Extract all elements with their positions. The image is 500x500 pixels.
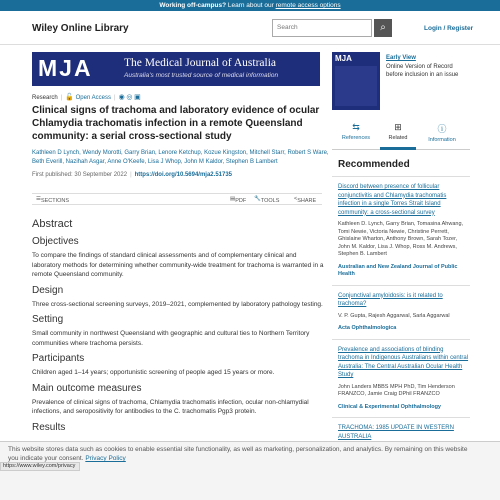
abstract-section <box>32 218 327 437</box>
doi-link[interactable]: https://doi.org/10.5694/mja2.51735 <box>134 172 232 178</box>
journal-cover[interactable] <box>332 52 380 110</box>
publication-date: First published: 30 September 2022 <box>32 172 128 178</box>
abstract-heading: Abstract <box>32 218 73 230</box>
remote-access-link[interactable]: remote access options <box>275 2 341 9</box>
outcome-text: Prevalence of clinical signs of trachoma, Chlamydia trachomatis infection, ocular non-chlamydial infections, and seropositivity for antibodies to the C. trachomatis Pgp3 protein. <box>32 398 309 415</box>
early-view-line2: before inclusion in an issue <box>386 72 459 78</box>
publication-info: First published: 30 September 2022 | https://doi.org/10.5694/mja2.51735 <box>32 172 232 178</box>
participants-text: Children aged 1–14 years; opportunistic screening of people aged 15 years or more. <box>32 369 275 376</box>
tools-label: TOOLS <box>260 198 280 204</box>
recommended-authors: John Landers MBBS MPH PhD, Tim Henderson FRANZCO, Jamie Craig DPhil FRANZCO <box>338 383 455 397</box>
metrics-icon[interactable]: ▣ <box>134 94 141 101</box>
open-access-label: Open Access <box>75 95 111 101</box>
journal-title: The Medical Journal of Australia <box>124 57 277 69</box>
recommended-title[interactable]: Prevalence and associations of blinding trachoma in Indigenous Australians within central Australia: The Central Australian Ocular Health Study <box>338 346 469 378</box>
site-header <box>0 11 500 45</box>
tab-references-label: References <box>341 135 371 141</box>
recommended-journal[interactable]: Australian and New Zealand Journal of Public Health <box>338 263 458 277</box>
article-type: Research <box>32 95 58 101</box>
recommended-journal[interactable]: Clinical & Experimental Ophthalmology <box>338 403 441 410</box>
objectives-heading: Objectives <box>32 236 79 247</box>
open-access-icon: 🔓 <box>65 94 74 101</box>
tab-related-label: Related <box>388 135 408 141</box>
search-icon: ⌕ <box>380 22 386 33</box>
citations-icon[interactable]: ◎ <box>126 94 133 101</box>
recommended-title[interactable]: Discord between presence of follicular conjunctivitis and Chlamydia trachomatis infection in a single Torres Strait Island community: a cross-sectional survey <box>338 184 447 216</box>
article-toolbar <box>32 193 322 205</box>
cookie-text <box>8 445 478 463</box>
share-button[interactable]: < SHARE <box>294 196 317 204</box>
cover-image <box>335 66 377 106</box>
information-icon: ⓘ <box>437 124 447 134</box>
banner-text: Learn about our <box>226 2 276 9</box>
outcome-heading: Main outcome measures <box>32 382 142 394</box>
share-label: SHARE <box>297 198 317 204</box>
search-input[interactable]: Search <box>272 19 372 37</box>
recommended-item[interactable] <box>332 176 470 285</box>
tab-information[interactable] <box>422 122 462 143</box>
results-heading: Results <box>32 421 66 433</box>
article-meta: Research | 🔓 Open Access | ◉ ◎ ▣ <box>32 94 141 101</box>
cookie-message: This website stores data such as cookies to enable essential site functionality, as well as marketing, personalization, and analytics. By remaining on this website you indicate your consent. <box>8 446 468 462</box>
recommended-heading: Recommended <box>338 159 410 170</box>
tools-button[interactable]: 🔧 TOOLS <box>254 196 280 204</box>
active-tab-indicator <box>380 147 416 150</box>
participants-heading: Participants <box>32 353 85 364</box>
sidebar-tabs <box>332 118 470 150</box>
pdf-button[interactable]: ▤ PDF <box>230 196 247 204</box>
recommended-authors: V. P. Gupta, Rajesh Aggarwal, Sarla Aggarwal <box>338 312 450 319</box>
tab-related[interactable] <box>378 122 418 141</box>
journal-tagline: Australia's most trusted source of medical information <box>124 72 279 79</box>
recommended-item[interactable] <box>332 339 470 418</box>
right-sidebar <box>332 118 470 447</box>
recommended-journal[interactable]: Acta Ophthalmologica <box>338 325 397 331</box>
site-logo[interactable]: Wiley Online Library <box>32 23 129 34</box>
article-title: Clinical signs of trachoma and laboratory evidence of ocular Chlamydia trachomatis infection in a remote Queensland community: a serial cross-sectional study <box>32 105 320 142</box>
setting-text: Small community in northwest Queensland with geographic and cultural ties to Northern Territory communities where trachoma persists. <box>32 330 310 347</box>
recommended-title[interactable]: Conjunctival amyloidosis: is it related to trachoma? <box>338 292 443 307</box>
sections-label: SECTIONS <box>40 198 70 204</box>
setting-heading: Setting <box>32 314 64 325</box>
objectives-text: To compare the findings of standard clinical assessments and of complementary clinical and laboratory methods for determining whether community-wide treatment for trachoma is warranted in a remote Queensland community. <box>32 252 324 278</box>
tab-information-label: Information <box>428 137 456 143</box>
remote-access-banner <box>0 0 500 11</box>
recommended-item[interactable] <box>332 285 470 339</box>
design-text: Three cross-sectional screening surveys, 2019–2021, complemented by laboratory pathology testing. <box>32 300 323 308</box>
early-view-info <box>386 54 458 80</box>
search-button[interactable] <box>374 19 392 37</box>
altmetric-icon[interactable]: ◉ <box>118 94 125 101</box>
login-register-link[interactable]: Login / Register <box>424 25 474 32</box>
design-heading: Design <box>32 284 64 296</box>
early-view-line1: Online Version of Record <box>386 63 453 70</box>
journal-logo: MJA <box>38 55 93 81</box>
privacy-policy-link[interactable]: Privacy Policy <box>85 455 126 462</box>
status-bar-url: https://www.wiley.com/privacy <box>0 462 80 471</box>
references-icon: ⇆ <box>352 122 360 132</box>
author-list[interactable]: Kathleen D Lynch, Wendy Morotti, Garry Brian, Lenore Ketchup, Kozue Kingston, Mitchell Starr, Robert S Ware, Beth Everill, Nazihah Asgar, Anne O'Keefe, Lisa J Whop, John M Kaldor, Stephen B Lambert <box>32 150 329 165</box>
cover-label: MJA <box>335 54 352 63</box>
banner-bold-text: Working off-campus? <box>159 2 227 9</box>
pdf-label: PDF <box>235 198 247 204</box>
journal-banner[interactable] <box>32 52 320 86</box>
recommended-authors: Kathleen D. Lynch, Garry Brian, Tomasina Ahwang, Tomi Newie, Victoria Newie, Christine Perrett, Ghislaine Wharton, Anthony Brown, Sarah Tozer, John M. Kaldor, Lisa J. Whop, Ross M. Andrews, Stephen B. Lambert <box>338 221 464 257</box>
related-icon: ⊞ <box>394 122 402 132</box>
early-view-link[interactable]: Early View <box>386 55 416 61</box>
sections-menu[interactable]: ☰ SECTIONS <box>36 196 70 204</box>
recommended-title[interactable]: TRACHOMA: 1985 UPDATE IN WESTERN AUSTRALIA <box>338 425 454 440</box>
tab-references[interactable] <box>336 122 376 141</box>
